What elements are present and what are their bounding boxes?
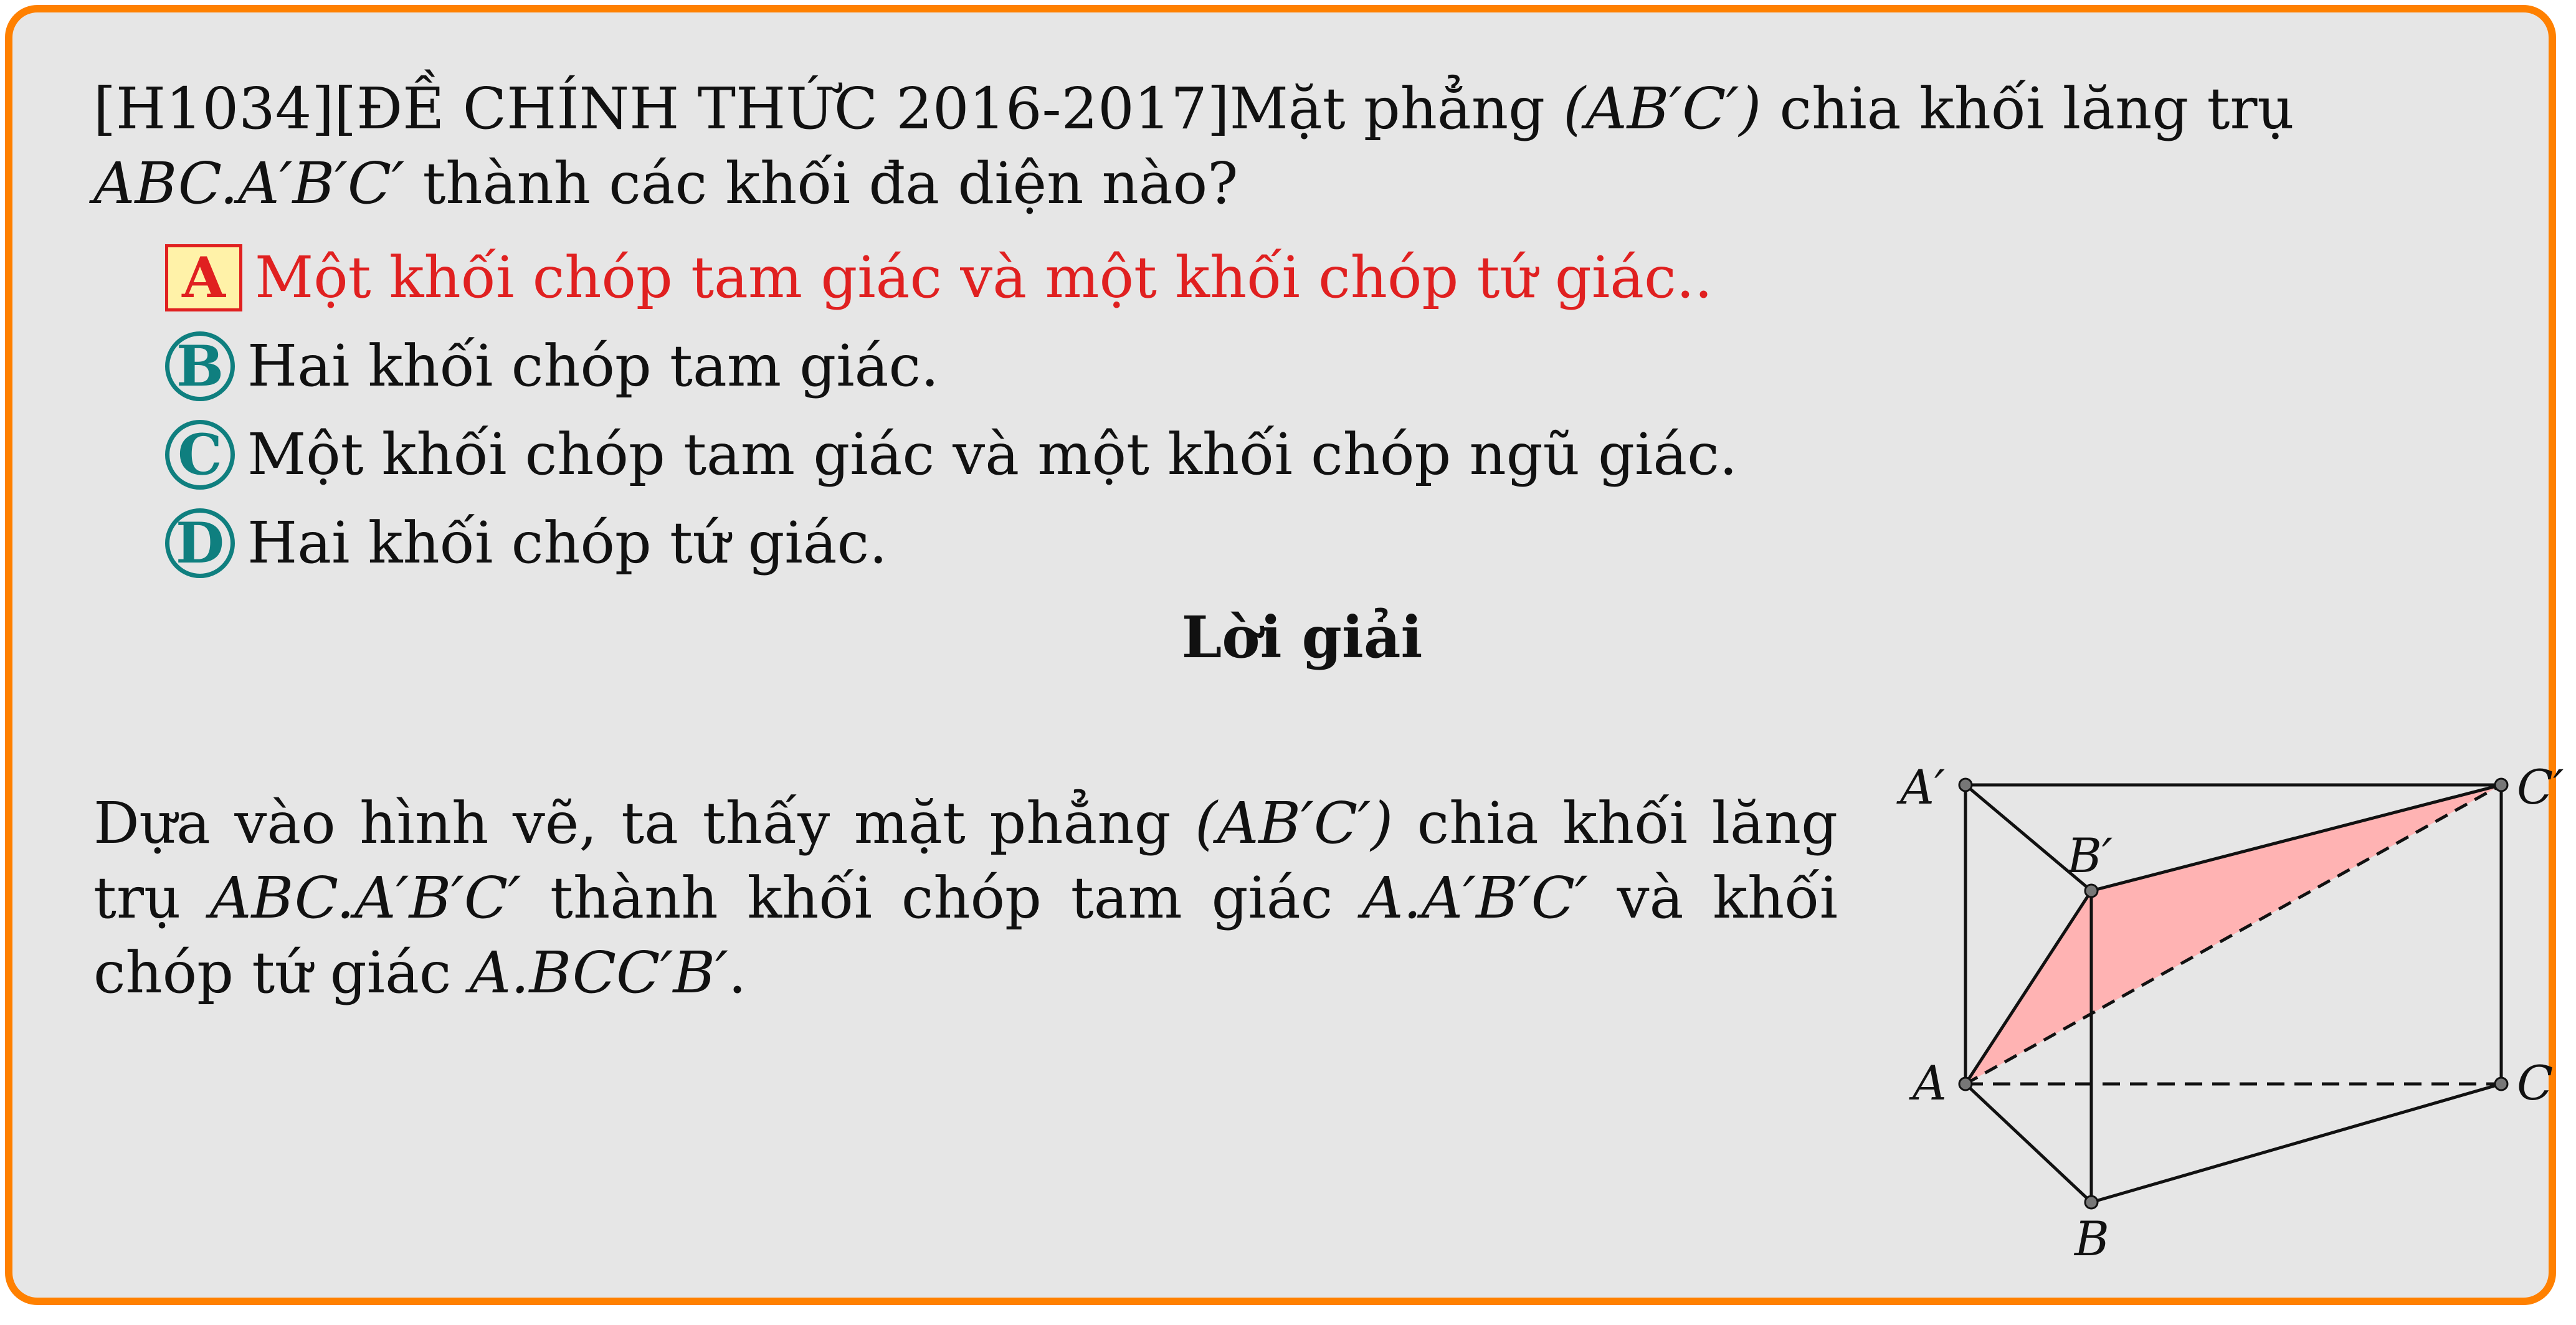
prism-diagram: [1869, 748, 2564, 1283]
edge-ab: [1965, 1084, 2091, 1202]
option-c[interactable]: [165, 411, 2511, 499]
vertex-c: [2495, 1078, 2507, 1090]
option-d[interactable]: [165, 499, 2511, 587]
answer-options: [93, 234, 2511, 587]
prism-figure: [1869, 748, 2564, 1283]
vertex-b-top: [2085, 885, 2098, 897]
option-text-b: Hai khối chóp tam giác.: [247, 333, 939, 399]
vertex-a-top: [1959, 779, 1972, 791]
option-text-d: Hai khối chóp tứ giác.: [247, 510, 888, 576]
option-b[interactable]: [165, 322, 2511, 411]
question-content: [93, 72, 2511, 675]
vertex-b: [2085, 1196, 2098, 1209]
label-a-top: A′: [1900, 759, 1946, 815]
math-prism: ABC.A′B′C′: [93, 150, 405, 217]
solution-heading: Lời giải: [1181, 604, 1423, 671]
option-letter-c: C: [165, 420, 235, 490]
vertex-a: [1959, 1078, 1972, 1090]
label-c-top: C′: [2517, 759, 2564, 815]
option-text-c: Một khối chóp tam giác và một khối chóp ngũ giác.: [247, 421, 1738, 488]
edge-bc: [2091, 1084, 2501, 1202]
solution-text: Dựa vào hình vẽ, ta thấy mặt phẳng (AB′C′) chia khối lăng trụ ABC.A′B′C′ thành khối chóp tam giác A.A′B′C′ và khối chóp tứ giác A.BCC′B′.: [93, 790, 1838, 1006]
option-a[interactable]: [165, 234, 2511, 322]
label-b: B: [2075, 1211, 2109, 1266]
option-text-a: Một khối chóp tam giác và một khối chóp tứ giác..: [255, 244, 1713, 311]
option-letter-d: D: [165, 508, 235, 578]
vertex-c-top: [2495, 779, 2507, 791]
label-c: C: [2517, 1055, 2554, 1111]
option-letter-a: A: [165, 244, 242, 311]
label-b-top: B′: [2067, 828, 2113, 883]
label-a: A: [1913, 1055, 1947, 1111]
question-text: [H1034][ĐỀ CHÍNH THỨC 2016-2017]Mặt phẳng (AB′C′) chia khối lăng trụ ABC.A′B′C′ thành các khối đa diện nào?: [93, 75, 2294, 217]
option-letter-b: B: [165, 331, 235, 401]
question-card: [5, 5, 2564, 1305]
math-plane: (AB′C′): [1563, 75, 1762, 142]
